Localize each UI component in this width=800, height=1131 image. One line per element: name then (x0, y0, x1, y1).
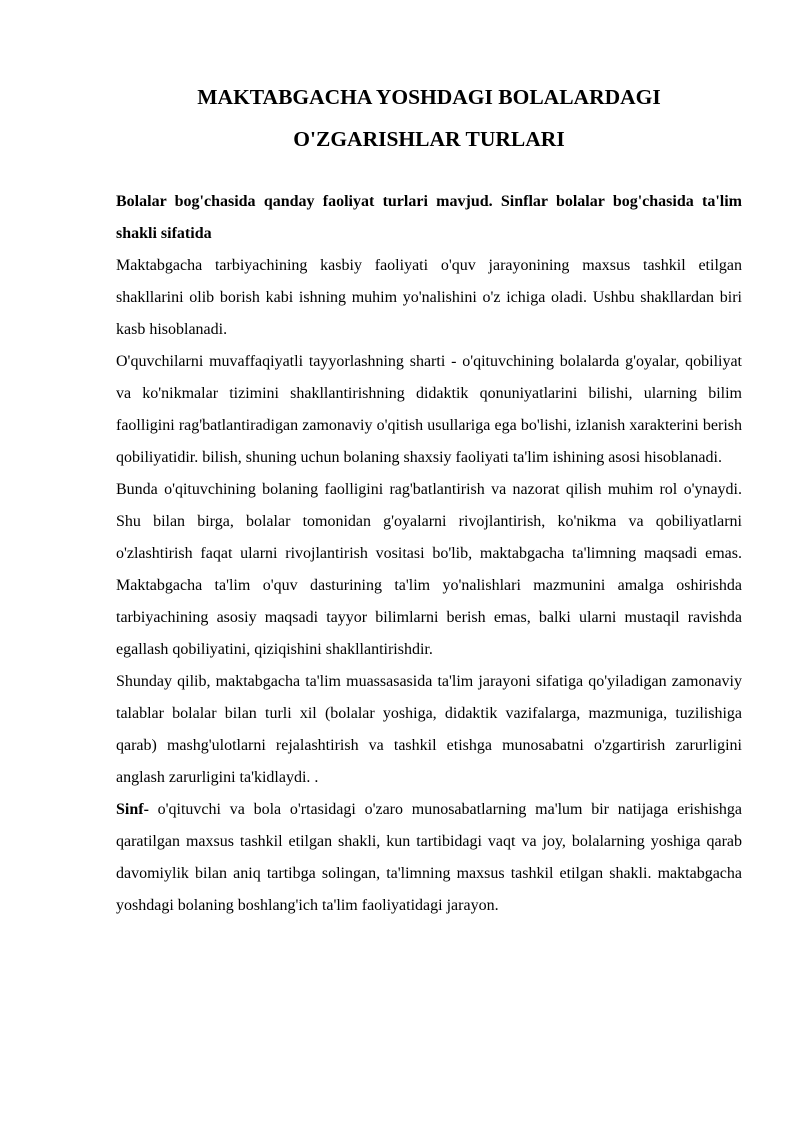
document-page (116, 76, 742, 922)
paragraph-5-body: o'qituvchi va bola o'rtasidagi o'zaro munosabatlarning ma'lum bir natijaga erishishga qaratilgan maxsus tashkil etilgan shakli, kun tartibidagi vaqt va joy, bolalarning yoshiga qarab davomiylik bilan aniq tartibga solingan, ta'limning maxsus tashkil etilgan shakli. maktabgacha yoshdagi bolaning boshlang'ich ta'lim faoliyatidagi jarayon. (116, 801, 742, 914)
paragraph-1: Maktabgacha tarbiyachining kasbiy faoliyati o'quv jarayonining maxsus tashkil etilgan shakllarini olib borish kabi ishning muhim yo'nalishini o'z ichiga oladi. Ushbu shakllardan biri kasb hisoblanadi. (116, 257, 742, 338)
title-line-1: MAKTABGACHA YOSHDAGI BOLALARDAGI (197, 85, 661, 109)
title-line-2: O'ZGARISHLAR TURLARI (293, 127, 565, 151)
paragraph-5 (116, 794, 742, 922)
paragraph-4: Shunday qilib, maktabgacha ta'lim muassasasida ta'lim jarayoni sifatiga qo'yiladigan zamonaviy talablar bolalar bilan turli xil (bolalar yoshiga, didaktik vazifalarga, mazmuniga, tuzilishiga qarab) mashg'ulotlarni rejalashtirish va tashkil etishga munosabatni o'zgartirish zarurligini anglash zarurligini ta'kidlaydi. . (116, 673, 742, 786)
paragraph-5-lead-term: Sinf- (116, 801, 149, 818)
document-title (116, 76, 742, 160)
paragraph-3: Bunda o'qituvchining bolaning faolligini rag'batlantirish va nazorat qilish muhim rol o'ynaydi. Shu bilan birga, bolalar tomonidan g'oyalarni rivojlantirish, ko'nikma va qobiliyatlarni o'zlashtirish faqat ularni rivojlantirish vositasi bo'lib, maktabgacha ta'limning maqsadi emas. Maktabgacha ta'lim o'quv dasturining ta'lim yo'nalishlari mazmunini amalga oshirishda tarbiyachining asosiy maqsadi tayyor bilimlarni berish emas, balki ularni mustaqil ravishda egallash qobiliyatini, qiziqishini shakllantirishdir. (116, 481, 742, 658)
section-subheading: Bolalar bog'chasida qanday faoliyat turlari mavjud. Sinflar bolalar bog'chasida ta'lim shakli sifatida (116, 193, 742, 242)
paragraph-2: O'quvchilarni muvaffaqiyatli tayyorlashning sharti - o'qituvchining bolalarda g'oyalar, qobiliyat va ko'nikmalar tizimini shakllantirishning didaktik qonuniyatlarini bilishi, ularning bilim faolligini rag'batlantiradigan zamonaviy o'qitish usullariga ega bo'lishi, izlanish xarakterini berish qobiliyatidir. bilish, shuning uchun bolaning shaxsiy faoliyati ta'lim ishining asosi hisoblanadi. (116, 353, 742, 466)
